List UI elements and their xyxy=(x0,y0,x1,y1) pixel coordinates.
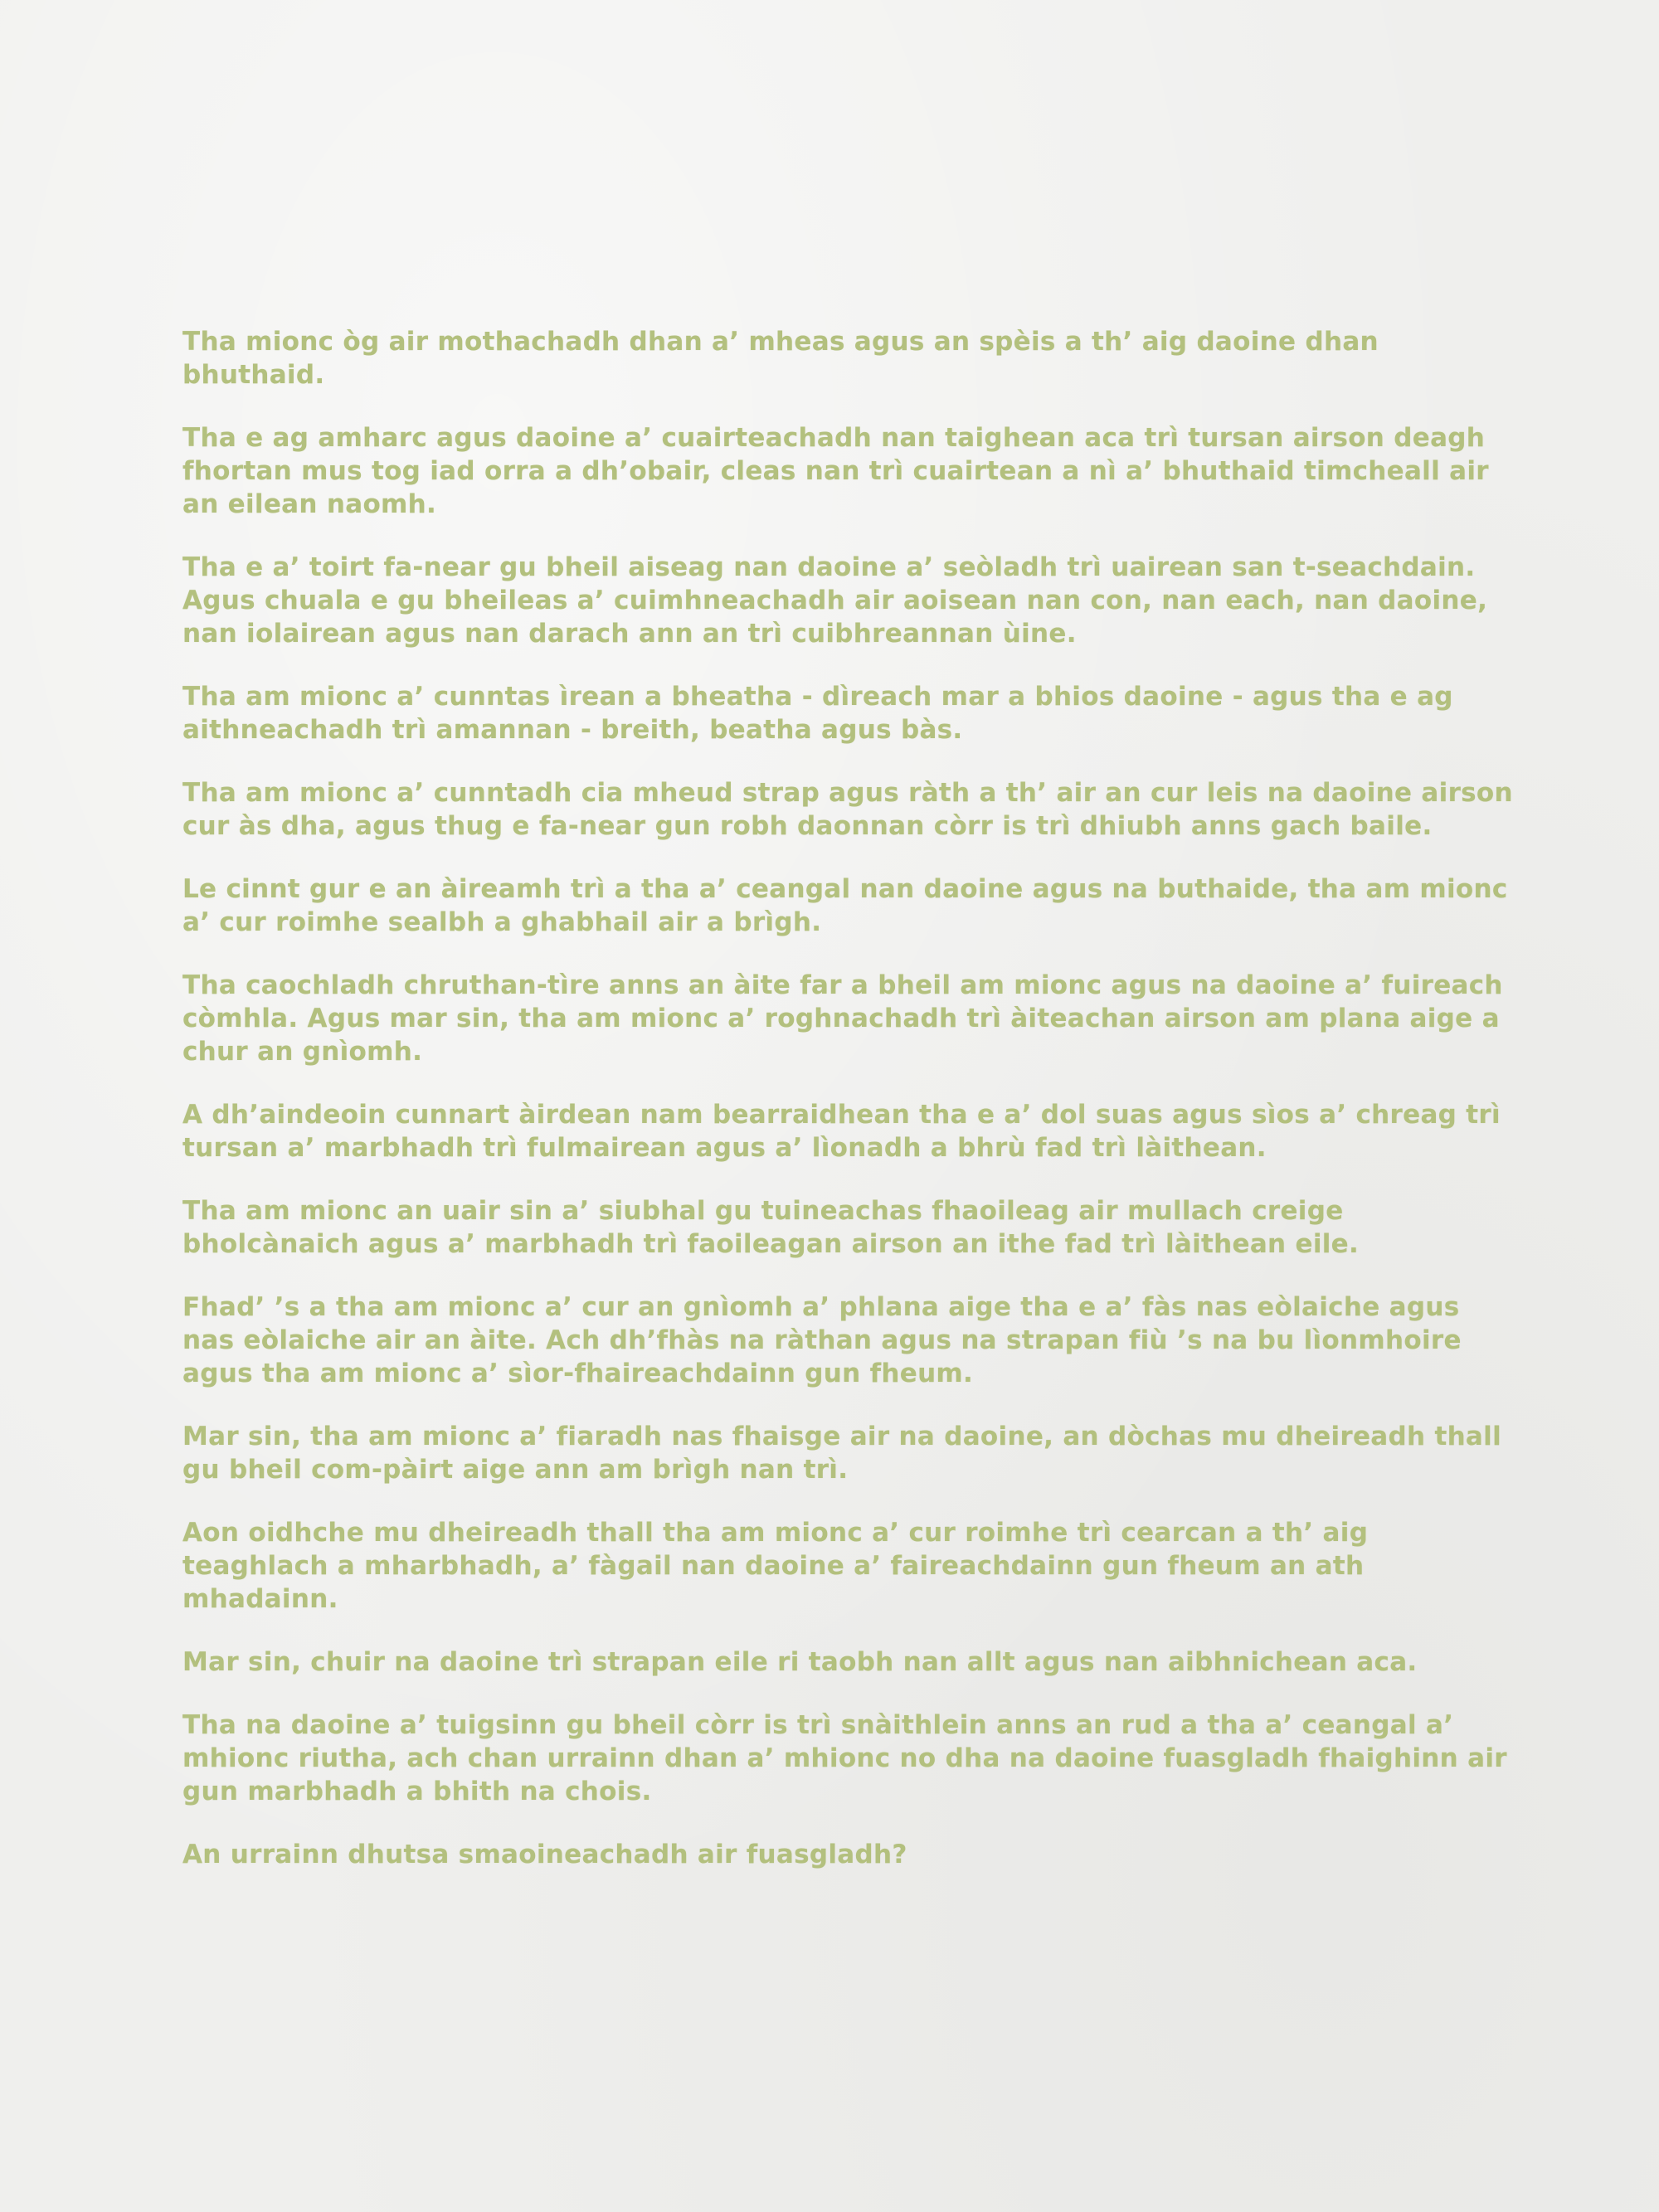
paragraph: A dh’aindeoin cunnart àirdean nam bearraidhean tha e a’ dol suas agus sìos a’ chreag trì tursan a’ marbhadh trì fulmairean agus a’ lìonadh a bhrù fad trì làithean. xyxy=(182,1100,1501,1163)
paragraph: Tha e ag amharc agus daoine a’ cuairteachadh nan taighean aca trì tursan airson deagh fhortan mus tog iad orra a dh’obair, cleas nan trì cuairtean a nì a’ bhuthaid timcheall air an eilean naomh. xyxy=(182,423,1489,519)
paragraph: Fhad’ ’s a tha am mionc a’ cur an gnìomh a’ phlana aige tha e a’ fàs nas eòlaiche agus nas eòlaiche air an àite. Ach dh’fhàs na ràthan agus na strapan fiù ’s na bu lìonmhoire agus tha am mionc a’ sìor-fhaireachdainn gun fheum. xyxy=(182,1292,1462,1388)
paragraph: Tha am mionc a’ cunntas ìrean a bheatha - dìreach mar a bhios daoine - agus tha e ag aithneachadh trì amannan - breith, beatha agus bàs. xyxy=(182,682,1453,745)
paragraph: Tha mionc òg air mothachadh dhan a’ mheas agus an spèis a th’ aig daoine dhan bhuthaid. xyxy=(182,327,1379,390)
paragraph: Tha am mionc an uair sin a’ siubhal gu tuineachas fhaoileag air mullach creige bholcànaich agus a’ marbhadh trì faoileagan airson an ithe fad trì làithean eile. xyxy=(182,1196,1360,1259)
paragraph: Tha am mionc a’ cunntadh cia mheud strap agus ràth a th’ air an cur leis na daoine airson cur às dha, agus thug e fa-near gun robh daonnan còrr is trì dhiubh anns gach baile. xyxy=(182,778,1513,841)
paragraph: Le cinnt gur e an àireamh trì a tha a’ ceangal nan daoine agus na buthaide, tha am mionc a’ cur roimhe sealbh a ghabhail air a brìgh. xyxy=(182,874,1508,937)
paragraph: Mar sin, chuir na daoine trì strapan eile ri taobh nan allt agus nan aibhnichean aca. xyxy=(182,1647,1418,1677)
story-text xyxy=(182,325,1518,1871)
paragraph: Mar sin, tha am mionc a’ fiaradh nas fhaisge air na daoine, an dòchas mu dheireadh thall gu bheil com-pàirt aige ann am brìgh nan trì. xyxy=(182,1422,1502,1485)
paragraph: Tha na daoine a’ tuigsinn gu bheil còrr is trì snàithlein anns an rud a tha a’ ceangal a’ mhionc riutha, ach chan urrainn dhan a’ mhionc no dha na daoine fuasgladh fhaighinn air gun marbhadh a bhith na chois. xyxy=(182,1710,1507,1806)
paragraph: Aon oidhche mu dheireadh thall tha am mionc a’ cur roimhe trì cearcan a th’ aig teaghlach a mharbhadh, a’ fàgail nan daoine a’ faireachdainn gun fheum an ath mhadainn. xyxy=(182,1518,1369,1614)
paragraph: Tha e a’ toirt fa-near gu bheil aiseag nan daoine a’ seòladh trì uairean san t-seachdain. Agus chuala e gu bheileas a’ cuimhneachadh air aoisean nan con, nan each, nan daoine, nan iolairean agus nan darach ann an trì cuibhreannan ùine. xyxy=(182,552,1488,649)
paragraph: Tha caochladh chruthan-tìre anns an àite far a bheil am mionc agus na daoine a’ fuireach còmhla. Agus mar sin, tha am mionc a’ roghnachadh trì àiteachan airson am plana aige a chur an gnìomh. xyxy=(182,970,1503,1067)
closing-question: An urrainn dhutsa smaoineachadh air fuasgladh? xyxy=(182,1840,907,1869)
